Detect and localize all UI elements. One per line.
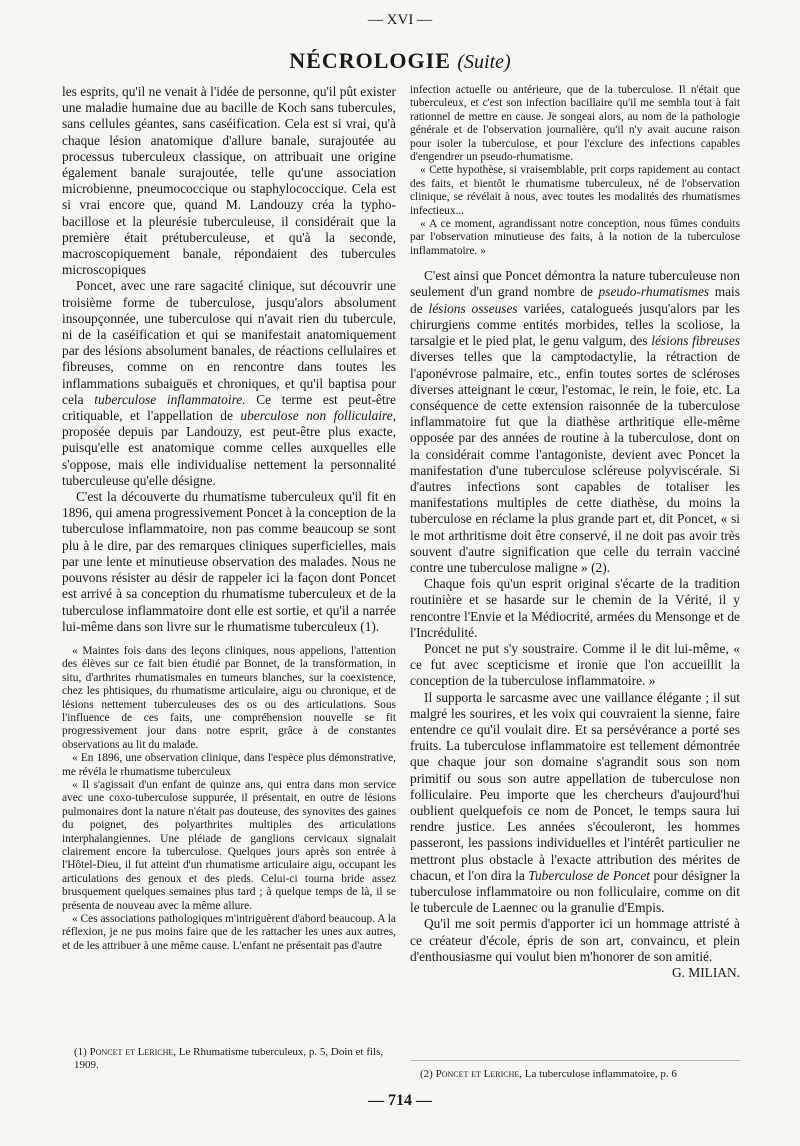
quotation: « En 1896, une observation clinique, dans l'espèce plus démonstrative, me révéla le rhumatisme tuberculeux	[62, 752, 396, 778]
emphasis: lésions osseuses	[428, 300, 518, 316]
paragraph: C'est la découverte du rhumatisme tuberculeux qu'il fit en 1896, qui amena progressivement Poncet à la conception de la tuberculose inflammatoire, non pas comme beaucoup se sont plu à le dire, par des remarques cliniques superficielles, mais par une lente et minutieuse observation des malades. Nous ne pouvons résister au désir de rappeler ici la façon dont Poncet est arrivé à sa conception du rhumatisme tuberculeux et de la tuberculose inflammatoire dont elle est sortie, et qu'il a narrée lui-même dans son livre sur le rhumatisme tuberculeux (1).	[62, 489, 396, 634]
emphasis: tuberculose inflammatoire.	[94, 391, 246, 407]
paragraph: Qu'il me soit permis d'apporter ici un hommage attristé à ce créateur d'école, épris de son art, convaincu, et plein d'enthousiasme qui voulut bien m'honorer de son amitié. G. MILIAN.	[410, 916, 740, 981]
footnote-authors: Poncet et Leriche,	[89, 1046, 176, 1058]
signature: G. MILIAN.	[671, 965, 740, 981]
quotation: infection actuelle ou antérieure, que de la tuberculose. Il n'était que tuberculeux, et c'est son infection bacillaire qu'il me sembla tout à fait rationnel de mettre en cause. Je songeai alors, au nom de la pathologie générale et de l'observation journalière, qu'il n'y avait aucune raison pour isoler la tuberculose, et pour l'exclure des infections capables d'engendrer un pseudo-rhumatisme.	[410, 84, 740, 164]
quotation: « Il s'agissait d'un enfant de quinze ans, qui entra dans mon service avec une coxo-tuberculose suppurée, il présentait, en outre de lésions pulmonaires dont la nature n'était pas douteuse, des synovites des gaines du poignet, des polyarthrites multiples des articulations interphalangiennes. Une pléiade de ganglions cervicaux signalait clairement encore la tuberculose. Quelques jours après son entrée à l'Hôtel-Dieu, il fut atteint d'un rhumatisme articulaire aigu, occupant les articulations des genoux et des pieds. Celui-ci tourna bride assez brusquement quelques semaines plus tard ; à quelque temps de là, il se présenta de nouveau avec la même allure.	[62, 778, 396, 912]
footnote-rule	[410, 1060, 740, 1061]
paragraph: Poncet ne put s'y soustraire. Comme il le dit lui-même, « ce fut avec scepticisme et ironie que l'on accueillit la conception de la tuberculose inflammatoire. »	[410, 640, 740, 689]
emphasis: uberculose non folliculaire,	[240, 408, 396, 424]
paragraph: Il supporta le sarcasme avec une vaillance élégante ; il sut malgré les sourires, et les voix qui couvraient la sienne, faire entendre ce qu'il voulait dire. Et sa persévérance a porté ses fruits. La tuberculose inflammatoire est tellement démontrée que chaque jour son domaine s'agrandit sous son nom primitif ou sous son autre appellation de tuberculose non folliculaire. Peu importe que les chercheurs d'aujourd'hui oublient quelquefois ce nom de Poncet, le temps saura lui rendre justice. Les années s'écouleront, les hommes passeront, les passions individuelles et l'intérêt particulier ne mettront plus obstacle à l'exacte attribution des mérites de chacun, et l'on dira la Tuberculose de Poncet pour désigner la tuberculose inflammatoire ou non folliculaire, comme on dit le tubercule de Laennec ou la granulie d'Empis.	[410, 689, 740, 916]
quotation: « A ce moment, agrandissant notre conception, nous fûmes conduits par l'observation minutieuse des faits, à la notion de la tuberculose inflammatoire. »	[410, 218, 740, 257]
paragraph: Poncet, avec une rare sagacité clinique, sut découvrir une troisième forme de tuberculose, jusqu'alors absolument insoupçonnée, une tuberculose qui n'avait rien du tubercule, ni de la caséification et qui se manifestait anatomiquement par des lésions absolument banales, de réactions cellulaires et fibreuses, comme on en rencontre dans toutes les inflammations subaiguës et chroniques, et qu'il baptisa pour cela tuberculose inflammatoire. Ce terme est peut-être critiquable, et l'appellation de uberculose non folliculaire, proposée depuis par Landouzy, est peut-être plus exacte, puisqu'elle est anatomique comme celles auxquelles elle s'oppose, mais elle individualise nettement la personnalité tuberculeuse qu'elle désigne.	[62, 278, 396, 488]
emphasis: Tuberculose de Poncet	[528, 867, 650, 883]
emphasis: pseudo-rhumatismes	[598, 284, 710, 300]
section-title-suffix: (Suite)	[457, 51, 511, 73]
emphasis: lésions fibreuses	[651, 333, 740, 349]
paragraph: les esprits, qu'il ne venait à l'idée de personne, qu'il pût exister une maladie humaine due au bacille de Koch sans tubercules, sans cellules géantes, sans caséification. Cela est si vrai, qu'à chaque lésion anatomique d'allure banale, surajoutée au processus tuberculeux classique, on attribuait une origine également banale surajoutée, telle qu'une association microbienne, pneumococcique ou staphylococcique. Cela est si vrai encore que, quand M. Landouzy créa la typho-bacillose et la pleurésie tuberculeuse, il considérait que la première était prétuberculeuse, et qu'à la seconde, macroscopiquement banale, répondaient des tubercules microscopiques	[62, 84, 396, 278]
footnote-authors: Poncet et Leriche,	[435, 1068, 522, 1080]
footnote-1: (1) Poncet et Leriche, Le Rhumatisme tuberculeux, p. 5, Doin et fils, 1909.	[74, 1046, 384, 1071]
paragraph: Chaque fois qu'un esprit original s'écarte de la tradition routinière et se hasarde sur le chemin de la Vérité, il y rencontre l'Envie et la Médiocrité, armées du Mensonge et de l'Incrédulité.	[410, 576, 740, 640]
quotation: « Ces associations pathologiques m'intriguèrent d'abord beaucoup. A la réflexion, je ne pus moins faire que de les rattacher les unes aux autres, et de les attribuer à une même cause. L'enfant ne présentait pas d'autre	[62, 913, 396, 952]
section-title	[0, 48, 800, 74]
right-column	[410, 84, 740, 1056]
running-head: — XVI —	[367, 12, 433, 28]
section-title-text: NÉCROLOGIE	[289, 48, 451, 73]
footnote-2: (2) Poncet et Leriche, La tuberculose inflammatoire, p. 6	[420, 1068, 677, 1080]
page-number: — 714 —	[368, 1092, 432, 1109]
left-column	[62, 84, 396, 1056]
paragraph: C'est ainsi que Poncet démontra la nature tuberculeuse non seulement d'un grand nombre de pseudo-rhumatismes mais de lésions osseuses variées, catalogueés jusqu'alors par les chirurgiens comme entités morbides, telles la scoliose, la tarsalgie et le pied plat, le genu valgum, des lésions fibreuses diverses telles que la camptodactylie, la rétraction de l'aponévrose palmaire, etc., enfin toutes sortes de scléroses diverses atteignant le cœur, l'estomac, le rein, le foie, etc. La conséquence de cette extension raisonnée de la tuberculose inflammatoire fut que la diathèse arthritique elle-même opposée par des années de routine à la tuberculose, dont on la considérait comme l'antagoniste, devient avec Poncet la manifestation d'une tuberculose scléreuse polyviscérale. Si d'autres infections sont capables de totaliser les manifestations multiples de cette diathèse, du moins la tuberculose en réclame la plus grande part et, dit Poncet, « si le mot arthritisme doit être conservé, il ne doit pas avoir très souvent d'autre signification que celle du terrain vacciné contre une tuberculose maligne » (2).	[410, 268, 740, 575]
quotation: « Maintes fois dans des leçons cliniques, nous appelions, l'attention des élèves sur ce fait bien étudié par Bonnet, de la transformation, in situ, d'arthrites rhumatismales en tumeurs blanches, sur la coexistence, chez les phtisiques, du rhumatisme articulaire, aigu ou chronique, et de lésions nettement tuberculeuses des os ou des articulations. Sous l'influence de ces faits, une compréhension nouvelle se fit progressivement jour dans notre esprit, grâce à de constantes observations au lit du malade.	[62, 644, 396, 751]
quotation: « Cette hypothèse, si vraisemblable, prit corps rapidement au contact des faits, et bientôt le rhumatisme tuberculeux, né de l'observation clinique, se révélait à nous, avec toutes les modalités des rhumatismes infectieux...	[410, 164, 740, 217]
